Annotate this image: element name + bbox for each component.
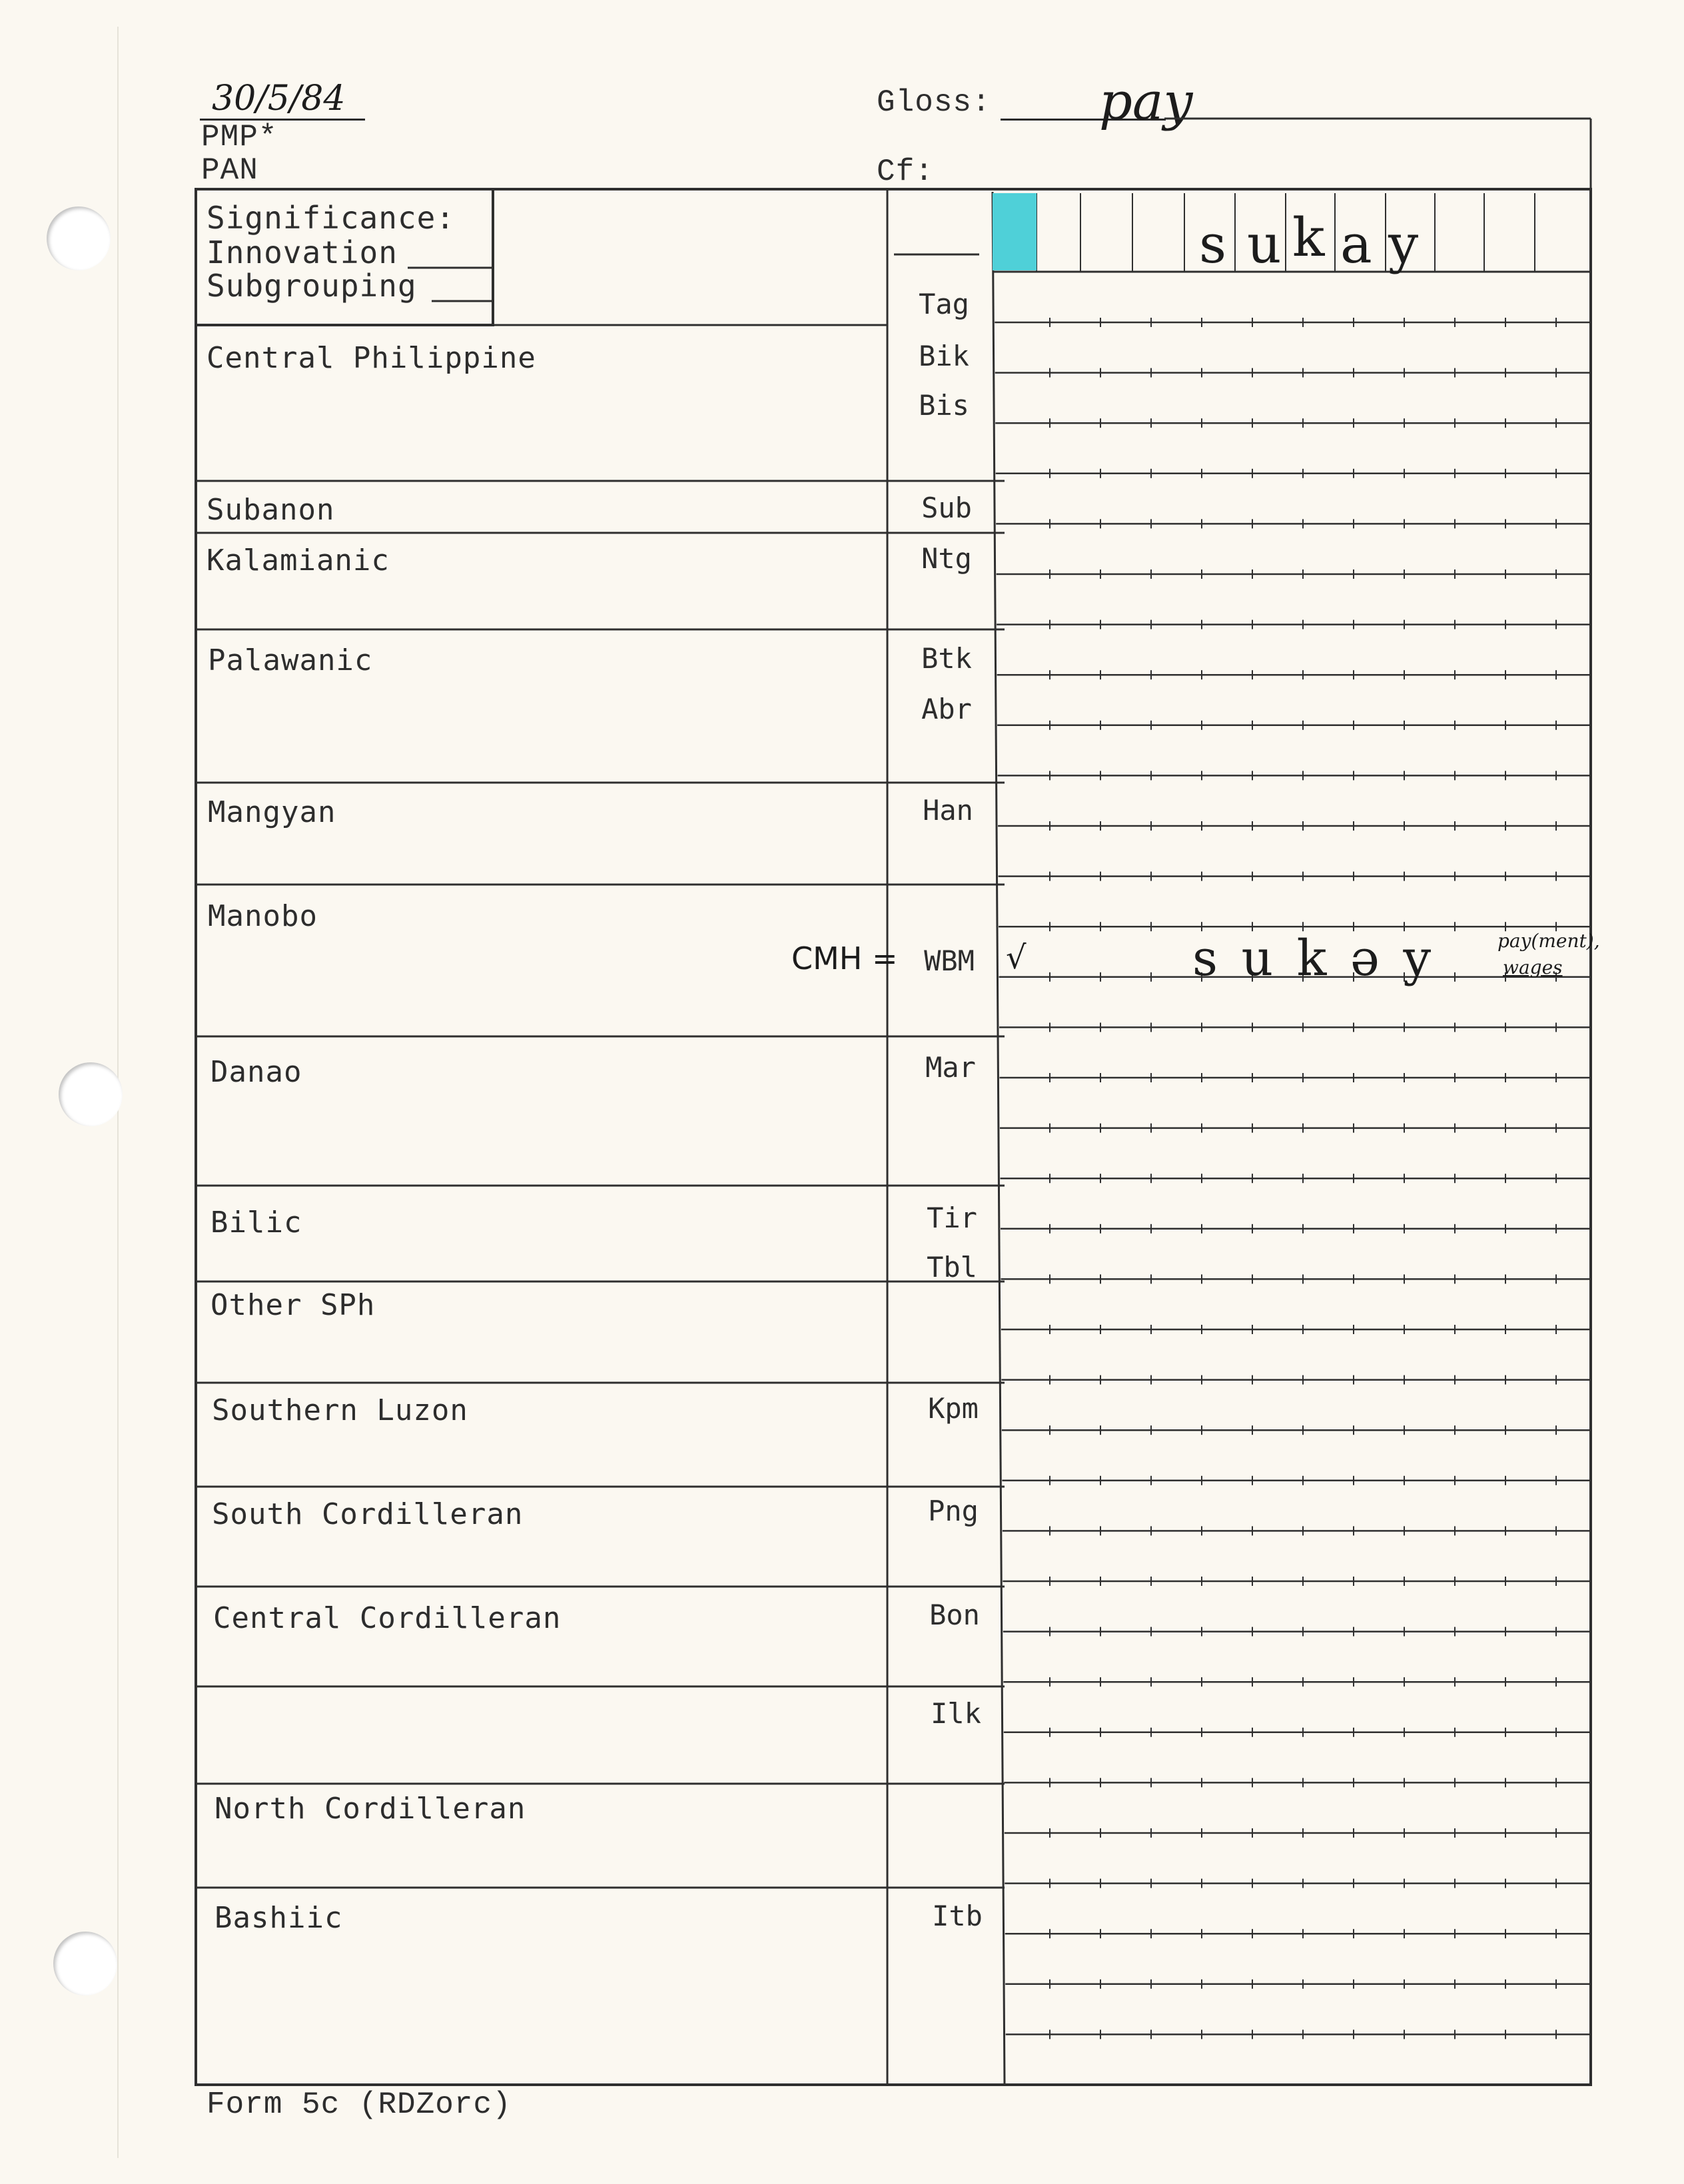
group-name-danao: Danao xyxy=(210,1055,302,1089)
group-name-mangyan: Mangyan xyxy=(208,795,336,829)
form-footer: Form 5c (RDZorc) xyxy=(207,2087,512,2122)
group-name-other-sph: Other SPh xyxy=(210,1288,376,1322)
code-btk: Btk xyxy=(921,642,972,675)
code-tbl: Tbl xyxy=(927,1251,977,1283)
wbm-check-mark: √ xyxy=(1006,939,1027,976)
code-abr: Abr xyxy=(921,693,972,725)
group-name-manobo: Manobo xyxy=(208,899,318,933)
code-tag: Tag xyxy=(919,288,969,320)
reconstruction-letter-3: k xyxy=(1292,206,1325,268)
pan-label: PAN xyxy=(201,153,258,188)
group-name-south-cordilleran: South Cordilleran xyxy=(212,1497,524,1531)
highlight-cell xyxy=(993,193,1037,270)
code-bon: Bon xyxy=(929,1599,980,1631)
code-han: Han xyxy=(923,794,973,827)
group-name-kalamianic: Kalamianic xyxy=(207,544,390,577)
pmp-label: PMP* xyxy=(201,120,278,155)
group-name-bilic: Bilic xyxy=(210,1206,302,1240)
gloss-value-handwritten: pay xyxy=(1099,72,1193,132)
date-handwritten: 30/5/84 xyxy=(212,79,346,119)
innovation-label: Innovation xyxy=(207,234,398,270)
group-name-bashiic: Bashiic xyxy=(214,1901,343,1935)
code-sub: Sub xyxy=(921,492,972,524)
wbm-gloss-line1: pay(ment), xyxy=(1497,930,1600,952)
code-bis: Bis xyxy=(919,389,969,422)
reconstruction-letter-2: u xyxy=(1247,213,1282,275)
wbm-prefix-cmh: CMH = xyxy=(791,940,898,976)
gloss-label: Gloss: xyxy=(877,85,991,120)
code-png: Png xyxy=(928,1495,979,1527)
reconstruction-letter-1: s xyxy=(1199,213,1227,275)
code-bik: Bik xyxy=(919,340,969,372)
code-kpm: Kpm xyxy=(928,1392,979,1425)
group-name-southern-luzon: Southern Luzon xyxy=(212,1393,468,1427)
cf-label: Cf: xyxy=(877,155,934,189)
group-name-subanon: Subanon xyxy=(207,493,335,527)
group-name-central-philippine: Central Philippine xyxy=(207,341,536,375)
code-tir: Tir xyxy=(927,1202,977,1234)
code-itb: Itb xyxy=(932,1900,983,1932)
group-name-north-cordilleran: North Cordilleran xyxy=(214,1792,526,1826)
significance-title: Significance: xyxy=(207,200,456,236)
reconstruction-letter-5: y xyxy=(1388,213,1419,275)
code-mar: Mar xyxy=(925,1051,976,1084)
code-ntg: Ntg xyxy=(921,542,972,575)
code-wbm: WBM xyxy=(924,944,975,977)
code-ilk: Ilk xyxy=(931,1697,981,1730)
wbm-form: s u k ə y xyxy=(1192,930,1436,987)
column-divider-codes xyxy=(993,192,1005,2085)
wbm-gloss-line2: wages xyxy=(1503,956,1563,978)
group-name-central-cordilleran: Central Cordilleran xyxy=(213,1601,562,1635)
group-name-palawanic: Palawanic xyxy=(208,643,373,677)
reconstruction-letter-4: a xyxy=(1340,213,1372,275)
subgrouping-label: Subgrouping xyxy=(207,268,417,304)
